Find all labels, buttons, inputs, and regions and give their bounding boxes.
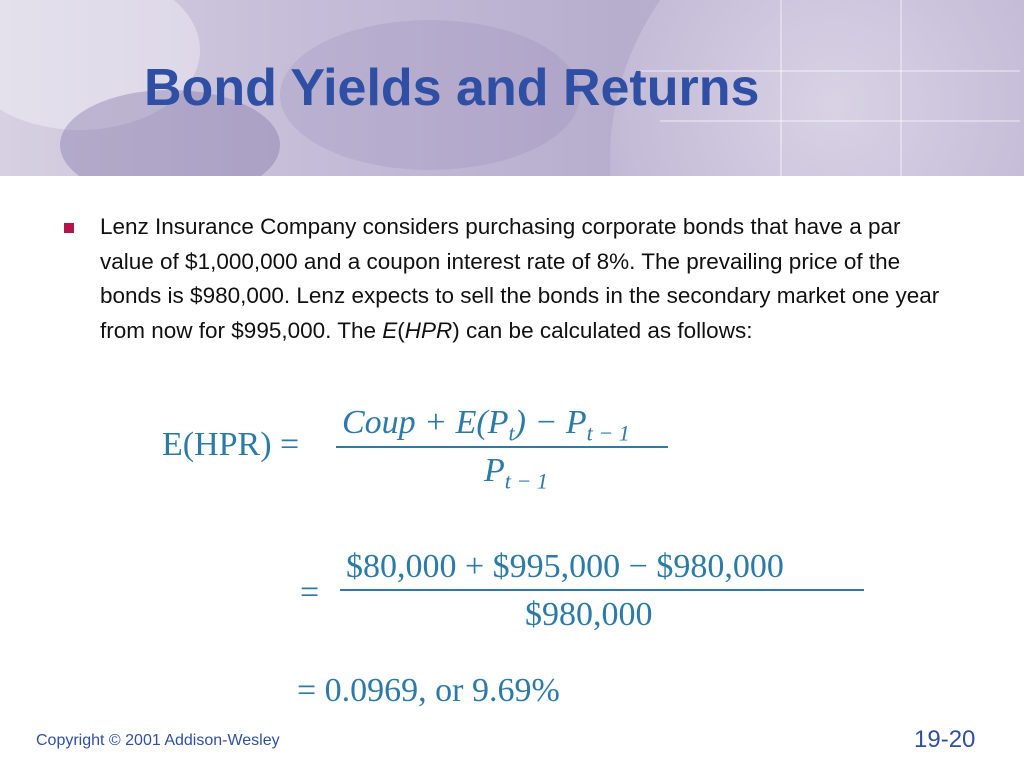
bullet-italic-e: E: [382, 317, 398, 343]
fraction-bar-1: [336, 446, 668, 448]
bullet-italic-hpr: HPR: [404, 317, 453, 343]
formula-numerator-sub-t-minus-1: t − 1: [586, 420, 630, 446]
globe-grid-line: [660, 120, 1020, 122]
copyright-footer: Copyright © 2001 Addison-Wesley: [36, 732, 280, 749]
bullet-text-main: Lenz Insurance Company considers purchasing corporate bonds that have a par value of $1,000,000 and a coupon interest rate of 8%. The prevailing price of the bonds is $980,000. Lenz expects to sell the bonds in the secondary market one year from now for $995,000. The: [100, 214, 940, 343]
bullet-paragraph: [100, 210, 960, 348]
step2-denominator: $980,000: [525, 596, 653, 633]
bullet-text-end: ) can be calculated as follows:: [452, 317, 753, 343]
step2-equals: =: [300, 574, 320, 611]
formula-denominator-sub: t − 1: [504, 468, 548, 494]
step2-numerator: $80,000 + $995,000 − $980,000: [346, 548, 784, 585]
bullet-square-icon: [64, 223, 74, 233]
formula-numerator: [342, 404, 630, 447]
step3-result: = 0.0969, or 9.69%: [297, 672, 560, 709]
slide-title: Bond Yields and Returns: [144, 59, 760, 117]
bullet-paren-open: (: [397, 317, 405, 343]
globe-grid-line: [780, 0, 782, 176]
formula-denominator: [484, 452, 548, 495]
formula-numerator-sub-t: t: [508, 420, 515, 446]
formula-denominator-main: P: [484, 452, 505, 489]
formula-numerator-main: Coup + E(P: [342, 404, 509, 441]
formula-numerator-mid: ) − P: [514, 404, 587, 441]
globe-grid-line: [900, 0, 902, 176]
page-number: 19-20: [914, 726, 976, 753]
fraction-bar-2: [340, 589, 864, 591]
formula-lhs: E(HPR) =: [162, 426, 300, 463]
